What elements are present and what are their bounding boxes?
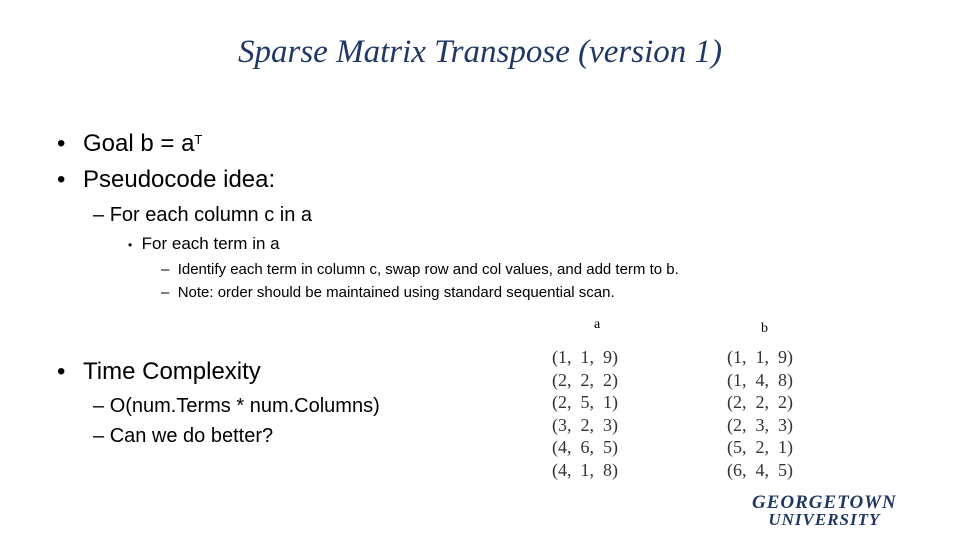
matrix-a-label: a [594,317,601,332]
matrix-b-label: b [761,321,768,336]
matrix-a [552,346,618,481]
pseudocode-text: Pseudocode idea: [83,166,276,193]
bullet-glyph: • [57,130,66,157]
note-text: Note: order should be maintained using standard sequential scan. [177,284,615,301]
matrix-b-row: (2, 2, 2) [727,392,793,412]
big-o-text: O(num.Terms * num.Columns) [109,395,380,417]
matrix-b-row: (5, 2, 1) [727,437,793,457]
matrix-a-row: (4, 1, 8) [552,459,618,480]
bullet-glyph: • [128,238,133,252]
sub-bullet-big-o [93,395,380,418]
bullet-glyph: • [57,358,66,385]
sub-bullet-note [161,284,615,301]
bullet-time-complexity [57,358,261,386]
sub-bullet-for-column [93,204,312,227]
for-column-text: For each column c in a [109,204,313,226]
sub-bullet-identify [161,261,679,278]
dash-glyph: – [93,425,105,447]
matrix-b-row: (6, 4, 5) [727,459,793,480]
logo-line-2: UNIVERSITY [768,510,881,529]
bullet-glyph: • [57,166,66,193]
dash-glyph: – [161,284,170,301]
sub-bullet-better [93,425,273,448]
goal-text: Goal b = a [83,130,195,157]
matrix-a-row: (2, 5, 1) [552,392,618,412]
matrix-b-row: (1, 1, 9) [727,347,793,367]
matrix-a-row: (4, 6, 5) [552,437,618,457]
dash-glyph: – [93,395,105,417]
bullet-pseudocode [57,166,275,194]
sub-bullet-for-term [128,234,280,254]
matrix-b-row: (2, 3, 3) [727,414,793,435]
logo-line-1: GEORGETOWN [752,492,897,513]
for-term-text: For each term in a [141,234,280,253]
dash-glyph: – [161,261,170,278]
goal-superscript: T [194,132,203,147]
matrix-a-row: (1, 1, 9) [552,347,618,367]
matrix-a-row: (3, 2, 3) [552,414,618,435]
bullet-goal [57,130,202,158]
matrix-b-row: (1, 4, 8) [727,369,793,390]
dash-glyph: – [93,204,105,226]
matrix-a-row: (2, 2, 2) [552,369,618,390]
slide-title: Sparse Matrix Transpose (version 1) [238,34,722,70]
time-complexity-text: Time Complexity [83,358,261,385]
matrix-b [727,346,793,481]
better-text: Can we do better? [109,425,274,447]
identify-text: Identify each term in column c, swap row and col values, and add term to b. [177,261,679,278]
georgetown-logo [752,494,897,528]
